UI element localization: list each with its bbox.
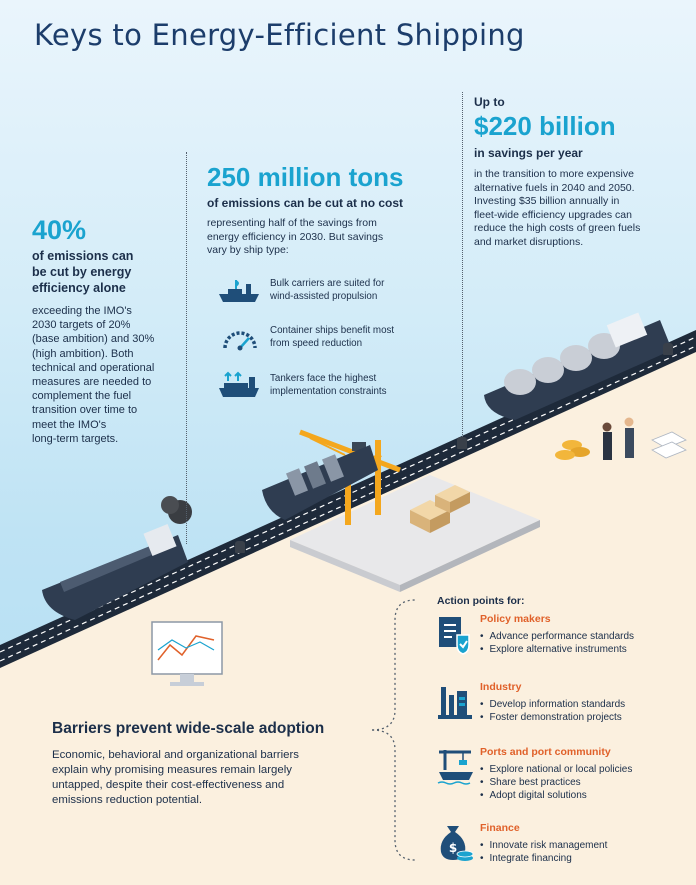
stat-250-block xyxy=(207,162,457,258)
action-group-title: Ports and port community xyxy=(480,746,611,758)
bulk-carrier-icon xyxy=(218,278,260,304)
stat-40-body-line: technical and operational xyxy=(32,361,155,374)
ship-type-text xyxy=(270,325,394,350)
stat-40-body-line: long-term targets. xyxy=(32,432,119,445)
ship-type-row xyxy=(218,323,448,355)
action-group-text xyxy=(480,681,625,724)
stat-220-block xyxy=(474,95,689,250)
ship-type-text xyxy=(270,278,384,303)
connector-220 xyxy=(462,92,463,437)
ship-type-line: Tankers face the highest xyxy=(270,373,377,384)
stat-220-body-line: alternative fuels in 2040 and 2050. xyxy=(474,181,635,194)
action-group-title: Policy makers xyxy=(480,613,551,625)
action-group-text xyxy=(480,822,607,865)
stat-40-sub-line: efficiency alone xyxy=(32,281,126,295)
action-item: • Develop information standards xyxy=(480,698,625,711)
bollard-right xyxy=(663,343,673,355)
barriers-heading: Barriers prevent wide-scale adoption xyxy=(52,720,325,737)
stat-40-body-line: exceeding the IMO's xyxy=(32,305,132,317)
stat-220-body-line: fleet-wide efficiency upgrades can xyxy=(474,208,632,221)
stat-220-body xyxy=(474,168,689,250)
factory-icon xyxy=(437,681,473,721)
ship-type-row xyxy=(218,276,448,308)
policy-document-icon xyxy=(437,615,473,655)
action-group-title: Industry xyxy=(480,681,522,693)
stat-40-sub-line: of emissions can xyxy=(32,249,134,263)
action-item: • Innovate risk management xyxy=(480,839,607,852)
action-points-heading: Action points for: xyxy=(437,595,525,607)
stat-40-body-line: 2030 targets of 20% xyxy=(32,319,131,332)
stat-40-body-line: measures are needed to xyxy=(32,376,152,389)
bollard-mid xyxy=(457,437,467,449)
stat-40-body xyxy=(32,304,202,446)
action-item: • Explore national or local policies xyxy=(480,763,632,776)
barriers-body-line: untapped, despite their cost-effectiveness and xyxy=(52,779,285,791)
stat-250-value: 250 million tons xyxy=(207,162,404,192)
stat-220-body-line: and market disruptions. xyxy=(474,235,584,248)
stat-220-subtitle: in savings per year xyxy=(474,146,583,160)
stat-250-body-line: representing half of the savings from xyxy=(207,217,377,229)
ship-type-text xyxy=(270,373,387,398)
ship-type-line: Bulk carriers are suited for xyxy=(270,278,385,289)
stat-220-body-line: Investing $35 billion annually in xyxy=(474,195,620,208)
stat-220-body-line: reduce the high costs of green fuels xyxy=(474,222,641,235)
action-item: • Explore alternative instruments xyxy=(480,643,634,656)
barriers-body-line: emissions reduction potential. xyxy=(52,794,203,806)
barriers-block xyxy=(52,720,372,808)
action-item: • Integrate financing xyxy=(480,852,607,865)
action-item: • Share best practices xyxy=(480,776,632,789)
stat-40-body-line: transition over time to xyxy=(32,404,138,417)
action-item: • Advance performance standards xyxy=(480,630,634,643)
ship-type-line: wind-assisted propulsion xyxy=(270,290,378,302)
ship-type-line: implementation constraints xyxy=(270,385,387,397)
tanker-icon xyxy=(218,371,260,399)
stat-250-body-line: energy efficiency in 2030. But savings xyxy=(207,230,384,243)
barriers-body xyxy=(52,748,372,808)
stat-40-value: 40% xyxy=(32,215,87,245)
stat-40-block xyxy=(32,215,202,446)
stat-220-pre: Up to xyxy=(474,95,505,109)
ship-type-line: from speed reduction xyxy=(270,337,363,349)
ship-type-row xyxy=(218,371,448,403)
action-group-text xyxy=(480,613,634,656)
money-bag-icon xyxy=(437,822,475,864)
stat-40-subtitle xyxy=(32,248,202,296)
svg-text:$: $ xyxy=(448,841,458,855)
action-group-text xyxy=(480,746,632,802)
barriers-body-line: explain why promising measures remain largely xyxy=(52,764,292,776)
stat-40-body-line: (high ambition). Both xyxy=(32,347,134,360)
stat-250-body xyxy=(207,217,457,258)
stat-40-body-line: meet the IMO's xyxy=(32,418,107,431)
action-item: • Adopt digital solutions xyxy=(480,789,632,802)
stat-40-body-line: complement the fuel xyxy=(32,390,132,403)
stat-220-body-line: in the transition to more expensive xyxy=(474,168,634,180)
speedometer-icon xyxy=(222,327,258,351)
stat-250-subtitle: of emissions can be cut at no cost xyxy=(207,196,404,210)
bollard-left xyxy=(235,541,245,553)
ship-type-line: Container ships benefit most xyxy=(270,325,395,336)
stat-220-value: $220 billion xyxy=(474,111,616,141)
stat-250-body-line: vary by ship type: xyxy=(207,244,289,256)
page-title: Keys to Energy-Efficient Shipping xyxy=(34,18,525,52)
stat-40-body-line: (base ambition) and 30% xyxy=(32,333,155,346)
port-crane-icon xyxy=(437,746,475,786)
action-group-title: Finance xyxy=(480,822,520,834)
action-item: • Foster demonstration projects xyxy=(480,711,625,724)
barriers-body-line: Economic, behavioral and organizational barriers xyxy=(52,749,299,761)
stat-40-sub-line: be cut by energy xyxy=(32,265,132,279)
